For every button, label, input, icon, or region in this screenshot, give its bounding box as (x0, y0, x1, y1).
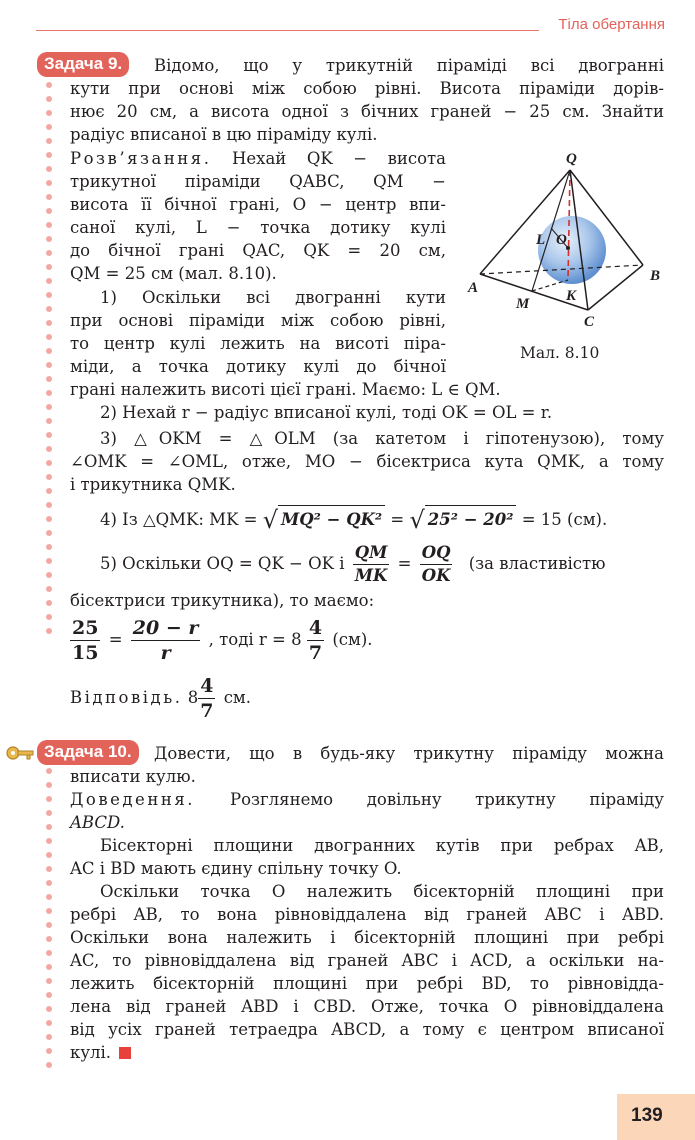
p3-line5: лежить бісекторній площині при ребрі BD, то рівновідда- (70, 974, 664, 993)
eq-frac2-den: r (160, 642, 171, 664)
solution-label: Розв’язання. (70, 149, 212, 168)
task9-statement-line1: Відомо, що у трикутній піраміді всі двогранні (154, 56, 664, 75)
label-O: O (556, 232, 567, 248)
eq-unit: (см). (332, 630, 373, 649)
answer-frac-den: 7 (200, 700, 214, 722)
pyramid-figure (460, 148, 680, 338)
step4-prefix: 4) Із △QMK: MK = (100, 510, 258, 529)
answer-label: Відповідь. (70, 688, 183, 707)
answer-frac (198, 674, 215, 723)
p3-line2: ребрі AB, то вона рівновіддалена від граней ABC і ABD. (70, 905, 664, 924)
page-number: 139 (617, 1094, 695, 1140)
p3-line8-wrap (70, 1042, 131, 1064)
key-icon (5, 742, 35, 764)
step5-frac1-num: QM (353, 542, 390, 565)
equation: $\frac{25}{15}$ = $\frac{20 - r}{r}$ , тоді r = 8 $\frac{4}{7}$ (см). (72, 617, 373, 664)
eq-frac2-num: 20 − r (132, 617, 199, 639)
answer (70, 674, 251, 723)
task9-statement-line2: кути при основі між собою рівні. Висота піраміди дорів- (70, 79, 664, 98)
step3-line1: 3) △OKM = △OLM (за катетом і гіпотенузою), тому (100, 429, 664, 448)
p2-line1: Бісекторні площини двогранних кутів при ребрах AB, (100, 836, 664, 855)
step3-line3: і трикутника QMK. (70, 475, 236, 494)
proof-line1: Розглянемо довільну трикутну піраміду (230, 790, 664, 809)
section-title: Тіла обертання (558, 16, 665, 33)
label-L: L (536, 232, 546, 248)
step1-line3: то центр кулі лежить на висоті пірa- (70, 334, 446, 353)
eq-frac2 (131, 616, 201, 665)
p3-line7: від усіх граней тетраедра ABCD, а тому є центром вписаної (70, 1020, 664, 1039)
step1-line1: 1) Оскільки всі двогранні кути (100, 288, 446, 307)
sqrt-sign-1: √ (262, 506, 279, 534)
task9-badge: Задача 9. (37, 52, 129, 77)
p3-line8: кулі. (70, 1043, 112, 1062)
label-A: A (468, 280, 479, 296)
label-K: K (566, 288, 577, 304)
eq-frac3-num: 4 (308, 617, 323, 639)
step4-root1: MQ² − QK² (278, 505, 385, 534)
sqrt-sign-2: √ (409, 506, 425, 534)
label-C: C (584, 314, 595, 330)
p3-line6: лена від граней ABD і CBD. Отже, точка O рівновіддалена (70, 997, 664, 1016)
eq-mid: , тоді r = 8 (208, 630, 302, 649)
step1-line2: при основі піраміди між собою рівні, (70, 311, 446, 330)
figure-caption: Мал. 8.10 (520, 344, 600, 362)
step5-frac2-num: OQ (420, 542, 453, 565)
label-M: M (516, 296, 530, 312)
eq-frac1 (70, 616, 100, 665)
p2-line2: AC і BD мають єдину спільну точку O. (70, 859, 402, 878)
eq-frac1-num: 25 (72, 617, 99, 639)
answer-unit: см. (223, 688, 252, 707)
step4-formula: 4) Із △QMK: MK = √ MQ² − QK² = √ 25² − 20² = 15 (см). (100, 506, 608, 534)
step1-line4: міди, а точка дотику кулі до бічної (70, 357, 446, 376)
step5-formula: 5) Оскільки OQ = QK − OK і $\frac{QM}{MK}$ = $\frac{OQ}{OK}$ (за властивістю (100, 543, 606, 585)
eq-frac3-den: 7 (308, 642, 323, 664)
step5-line2: бісектриси трикутника), то маємо: (70, 591, 375, 610)
end-of-proof-icon (119, 1047, 131, 1059)
step4-suffix: = 15 (см). (521, 510, 608, 529)
p3-line3: Оскільки вона належить і бісекторній площині при ребрі (70, 928, 664, 947)
task9-statement-line3: нює 20 см, а висота одної з бічних граней − 25 см. Знайти (70, 102, 664, 121)
label-Q: Q (566, 151, 577, 167)
step2-line: 2) Нехай r − радіус вписаної кулі, тоді OK = OL = r. (100, 403, 553, 422)
step4-root2: 25² − 20² (425, 505, 517, 534)
step5-frac1 (353, 542, 390, 587)
solution-line2: трикутної піраміди QABC, QM − (70, 172, 446, 191)
p3-line4: AC, то рівновіддалена від граней ABC і ACD, а оскільки на- (70, 951, 664, 970)
label-B: B (650, 268, 661, 284)
task10-statement-line1: Довести, що в будь-яку трикутну піраміду можна (154, 744, 664, 763)
margin-dots-task10 (46, 768, 53, 1076)
segment-MK (532, 280, 568, 291)
margin-dots-task9 (46, 82, 53, 642)
solution-line6: QM = 25 см (мал. 8.10). (70, 264, 277, 283)
solution-line4: саної кулі, L − точка дотику кулі (70, 218, 446, 237)
step3-line2: ∠OMK = ∠OML, отже, MO − бісектриса кута QMK, а тому (70, 452, 664, 471)
answer-frac-num: 4 (200, 675, 214, 697)
inscribed-sphere (538, 216, 606, 284)
task9-statement-line4: радіус вписаної в цю піраміду кулі. (70, 125, 378, 144)
p3-line1: Оскільки точка O належить бісекторній площині при (100, 882, 664, 901)
step1-line5: грані належить висоті цієї грані. Маємо: L ∈ QM. (70, 380, 501, 399)
eq-frac1-den: 15 (72, 642, 99, 664)
solution-line3: висота її бічної грані, O − центр впи- (70, 195, 446, 214)
eq-frac3 (307, 616, 324, 665)
answer-whole: 8 (187, 688, 199, 707)
header-rule (36, 30, 539, 31)
solution-line1: Нехай QK − висота (232, 149, 446, 168)
task10-statement-line2: вписати кулю. (70, 767, 196, 786)
solution-line5: до бічної грані QAC, QK = 20 см, (70, 241, 446, 260)
step5-frac2 (420, 542, 453, 587)
proof-line2: ABCD. (70, 813, 125, 832)
task10-badge: Задача 10. (37, 740, 139, 765)
step5-suffix: (за властивістю (468, 554, 606, 573)
step5-prefix: 5) Оскільки OQ = QK − OK і (100, 554, 345, 573)
step5-frac1-den: MK (354, 566, 388, 585)
proof-label: Доведення. (70, 790, 195, 809)
step5-frac2-den: OK (421, 566, 451, 585)
